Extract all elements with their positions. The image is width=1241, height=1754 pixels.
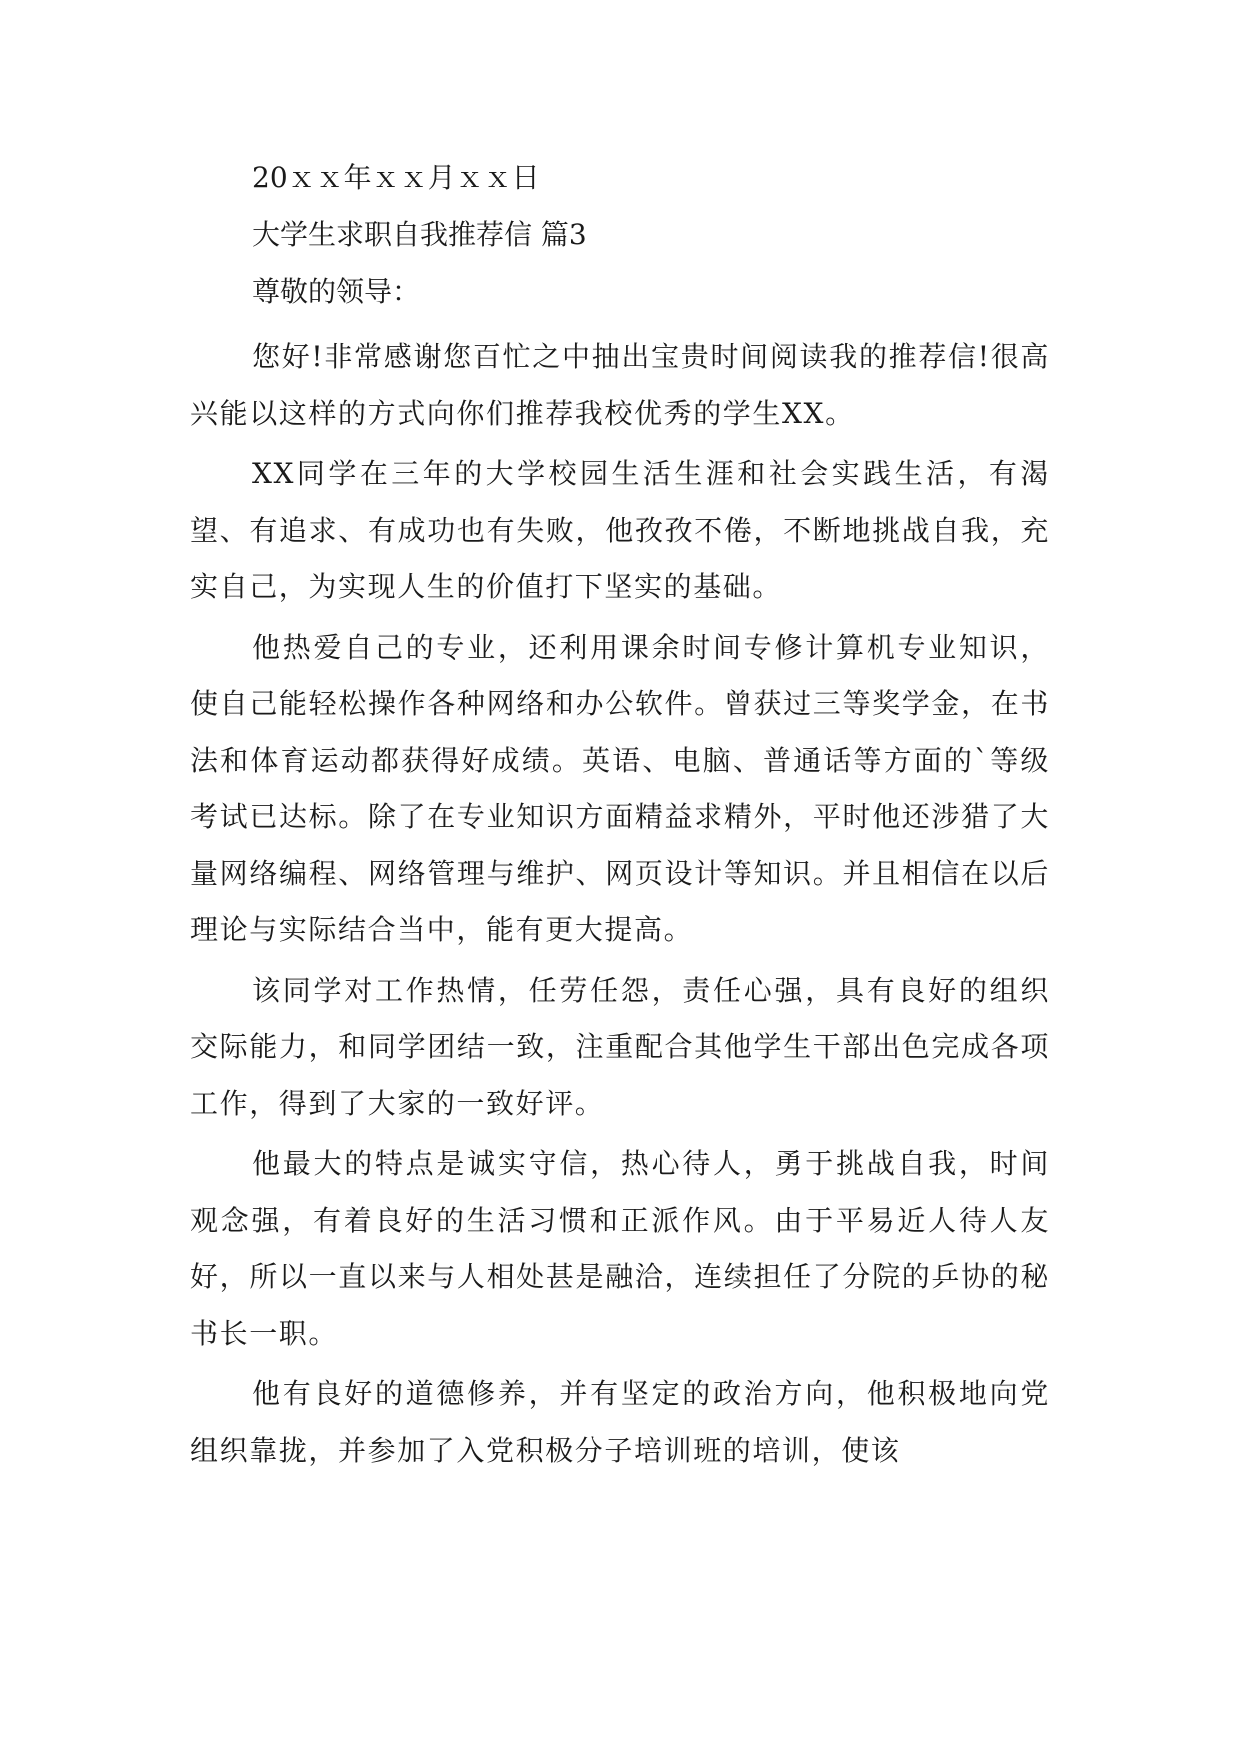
paragraph: 该同学对工作热情，任劳任怨，责任心强，具有良好的组织交际能力，和同学团结一致，注重配合其他学生干部出色完成各项工作，得到了大家的一致好评。 (190, 973, 1050, 1120)
paragraph: 他有良好的道德修养，并有坚定的政治方向，他积极地向党组织靠拢，并参加了入党积极分子培训班的培训，使该 (190, 1377, 1050, 1467)
paragraph: 他最大的特点是诚实守信，热心待人，勇于挑战自我，时间观念强，有着良好的生活习惯和正派作风。由于平易近人待人友好，所以一直以来与人相处甚是融洽，连续担任了分院的乒协的秘书长一职。 (190, 1147, 1050, 1350)
letter-salutation: 尊敬的领导： (252, 275, 421, 308)
paragraph: 他热爱自己的专业，还利用课余时间专修计算机专业知识，使自己能轻松操作各种网络和办公软件。曾获过三等奖学金，在书法和体育运动都获得好成绩。英语、电脑、普通话等方面的`等级考试已达标。除了在专业知识方面精益求精外，平时他还涉猎了大量网络编程、网络管理与维护、网页设计等知识。并且相信在以后理论与实际结合当中，能有更大提高。 (190, 630, 1050, 946)
paragraph: XX同学在三年的大学校园生活生涯和社会实践生活，有渴望、有追求、有成功也有失败，他孜孜不倦，不断地挑战自我，充实自己，为实现人生的价值打下坚实的基础。 (190, 457, 1050, 603)
letter-date: 20ｘｘ年ｘｘ月ｘｘ日 (252, 161, 540, 194)
paragraph: 您好!非常感谢您百忙之中抽出宝贵时间阅读我的推荐信!很高兴能以这样的方式向你们推荐我校优秀的学生XX。 (190, 340, 1050, 430)
letter-title: 大学生求职自我推荐信 篇3 (252, 218, 587, 251)
letter-body (190, 158, 1050, 1483)
